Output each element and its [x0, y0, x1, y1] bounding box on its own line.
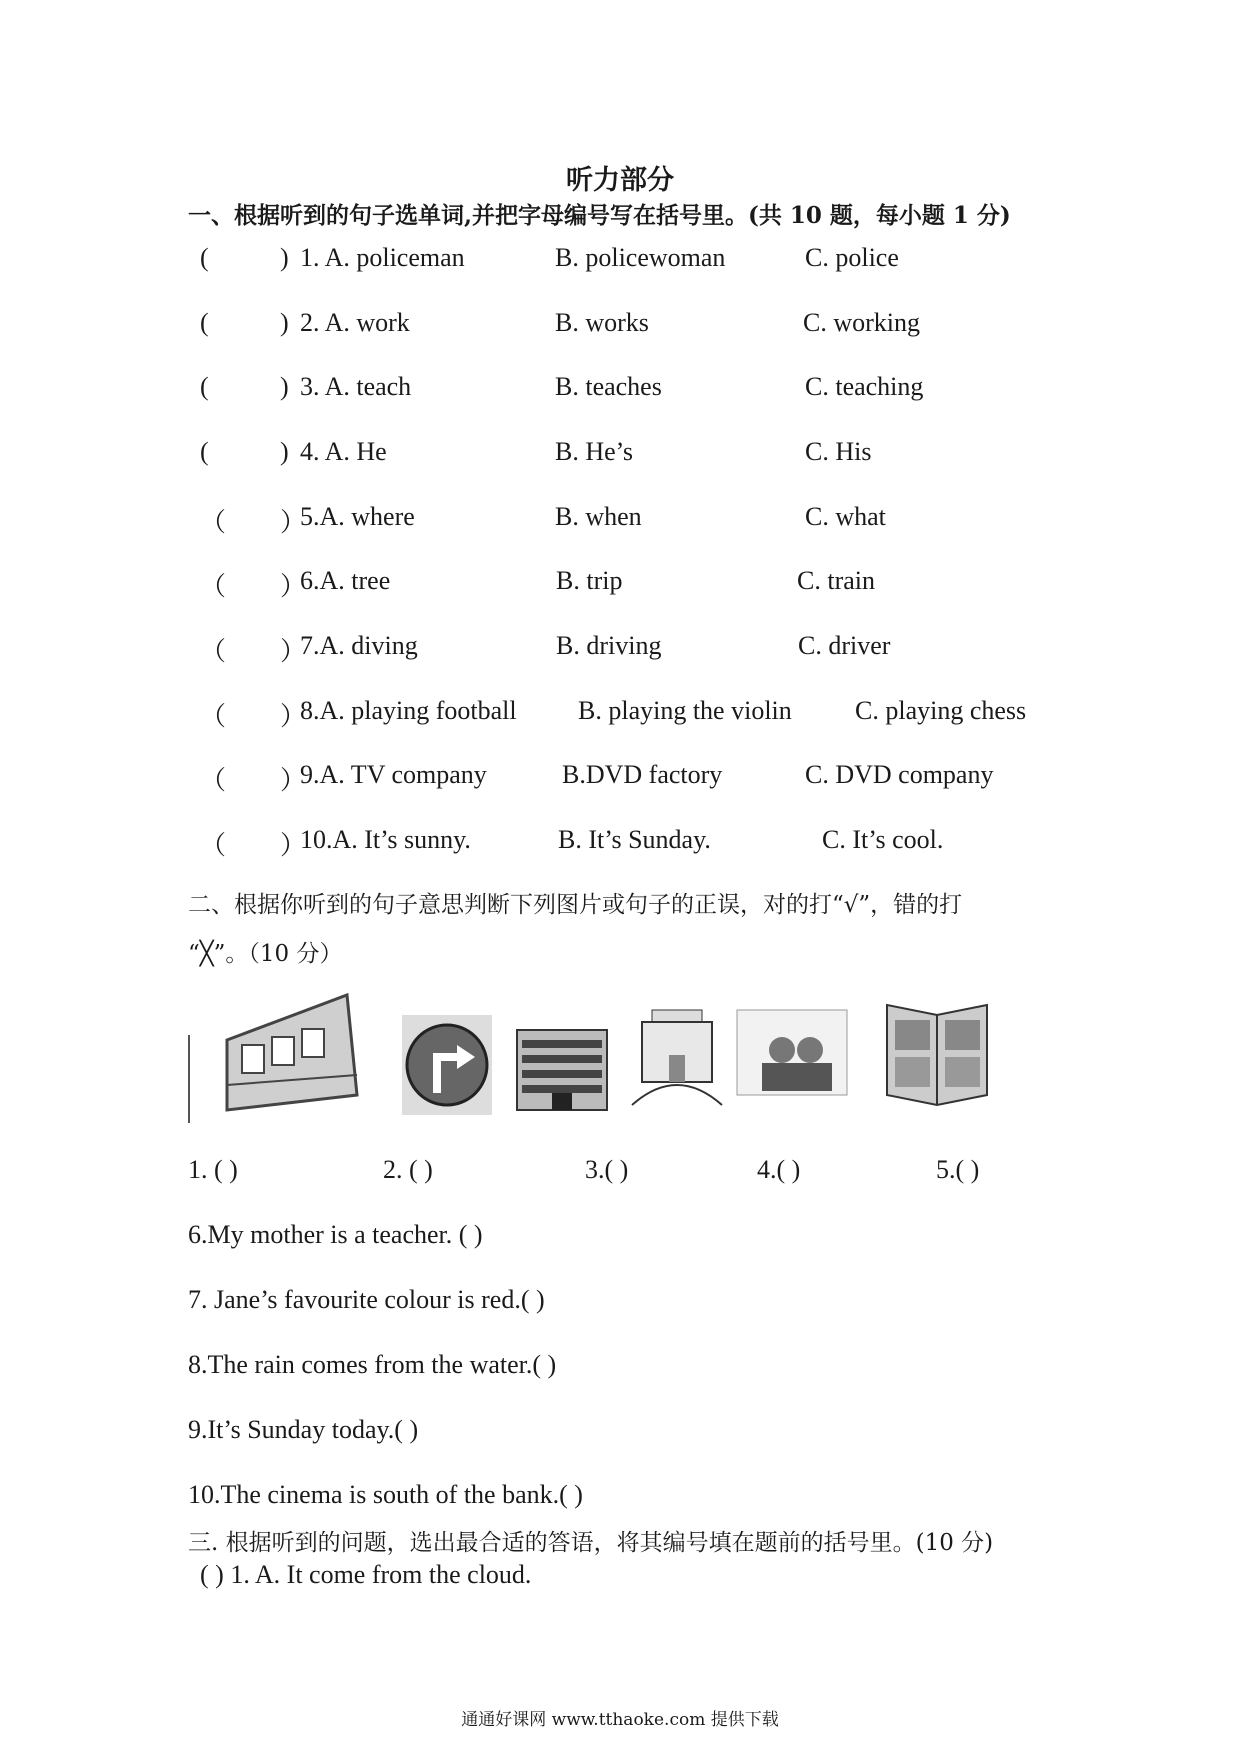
sentence-9: 9.It’s Sunday today.( )	[188, 1415, 419, 1444]
option-b: B. He’s	[555, 437, 633, 466]
option-c: C. train	[797, 566, 875, 595]
answer-close-bracket: ）	[280, 637, 307, 666]
question-row	[0, 566, 1240, 606]
option-b: B. teaches	[555, 372, 662, 401]
answer-open-bracket: （	[200, 831, 227, 860]
answer-close-bracket: )	[280, 437, 289, 466]
answer-close-bracket: )	[280, 372, 289, 401]
section3-heading: 三. 根据听到的问题，选出最合适的答语，将其编号填在题前的括号里。(10 分)	[188, 1530, 994, 1556]
question-row	[0, 372, 1240, 412]
page-title: 听力部分	[566, 165, 674, 196]
question-row	[0, 760, 1240, 800]
question-row	[0, 696, 1240, 736]
picture-answer-4: 4.( )	[757, 1155, 801, 1184]
option-c: C. His	[805, 437, 872, 466]
answer-close-bracket: ）	[280, 572, 307, 601]
sentence-8: 8.The rain comes from the water.( )	[188, 1350, 557, 1379]
option-a: 1. A. policeman	[300, 243, 465, 272]
option-a: 4. A. He	[300, 437, 387, 466]
option-b: B. driving	[556, 631, 662, 660]
answer-close-bracket: )	[280, 308, 289, 337]
option-b: B. playing the violin	[578, 696, 792, 725]
option-b: B. It’s Sunday.	[558, 825, 711, 854]
answer-open-bracket: （	[200, 766, 227, 795]
option-c: C. DVD company	[805, 760, 994, 789]
sentence-6: 6.My mother is a teacher. ( )	[188, 1220, 483, 1249]
option-b: B. policewoman	[555, 243, 726, 272]
option-c: C. playing chess	[855, 696, 1027, 725]
question-row	[0, 825, 1240, 865]
answer-close-bracket: ）	[280, 766, 307, 795]
option-a: 5.A. where	[300, 502, 415, 531]
option-a: 9.A. TV company	[300, 760, 487, 789]
school-building-picture	[512, 985, 612, 1125]
option-b: B. when	[555, 502, 642, 531]
hospital-picture	[627, 985, 727, 1125]
answer-open-bracket: （	[200, 572, 227, 601]
answer-open-bracket: （	[200, 508, 227, 537]
answer-open-bracket: （	[200, 637, 227, 666]
footer: 通通好课网 www.tthaoke.com 提供下载	[461, 1710, 779, 1730]
option-a: 10.A. It’s sunny.	[300, 825, 471, 854]
option-c: C. working	[803, 308, 920, 337]
answer-open-bracket: (	[200, 243, 209, 272]
option-c: C. It’s cool.	[822, 825, 944, 854]
option-c: C. what	[805, 502, 886, 531]
option-a: 3. A. teach	[300, 372, 412, 401]
book-picture	[877, 985, 997, 1125]
question-row	[0, 502, 1240, 542]
question-row	[0, 631, 1240, 671]
section1-heading: 一、根据听到的句子选单词,并把字母编号写在括号里。(共 10 题，每小题 1 分)	[188, 202, 1011, 229]
answer-open-bracket: (	[200, 372, 209, 401]
sentence-10: 10.The cinema is south of the bank.( )	[188, 1480, 583, 1509]
answer-close-bracket: ）	[280, 508, 307, 537]
option-b: B. trip	[556, 566, 623, 595]
section2-heading-line2: “╳”。（10 分）	[188, 941, 343, 967]
section2-heading-line1: 二、根据你听到的句子意思判断下列图片或句子的正误，对的打“√”，错的打	[188, 892, 963, 918]
turn-right-sign-picture	[397, 985, 497, 1125]
option-c: C. teaching	[805, 372, 924, 401]
option-a: 6.A. tree	[300, 566, 391, 595]
answer-open-bracket: (	[200, 308, 209, 337]
option-a: 8.A. playing football	[300, 696, 517, 725]
option-c: C. driver	[798, 631, 891, 660]
option-a: 2. A. work	[300, 308, 410, 337]
option-b: B.DVD factory	[562, 760, 723, 789]
answer-close-bracket: ）	[280, 702, 307, 731]
section3-question-1: ( ) 1. A. It come from the cloud.	[200, 1560, 532, 1589]
cafe-picture	[732, 985, 852, 1125]
picture-answer-2: 2. ( )	[383, 1155, 433, 1184]
answer-open-bracket: （	[200, 702, 227, 731]
train-picture	[187, 985, 362, 1125]
question-row	[0, 243, 1240, 283]
picture-answer-1: 1. ( )	[188, 1155, 238, 1184]
sentence-7: 7. Jane’s favourite colour is red.( )	[188, 1285, 545, 1314]
picture-row	[187, 985, 1047, 1125]
question-row	[0, 308, 1240, 348]
option-b: B. works	[555, 308, 649, 337]
answer-close-bracket: )	[280, 243, 289, 272]
answer-close-bracket: ）	[280, 831, 307, 860]
picture-answer-3: 3.( )	[585, 1155, 629, 1184]
option-c: C. police	[805, 243, 899, 272]
question-row	[0, 437, 1240, 477]
option-a: 7.A. diving	[300, 631, 418, 660]
answer-open-bracket: (	[200, 437, 209, 466]
picture-answer-5: 5.( )	[936, 1155, 980, 1184]
